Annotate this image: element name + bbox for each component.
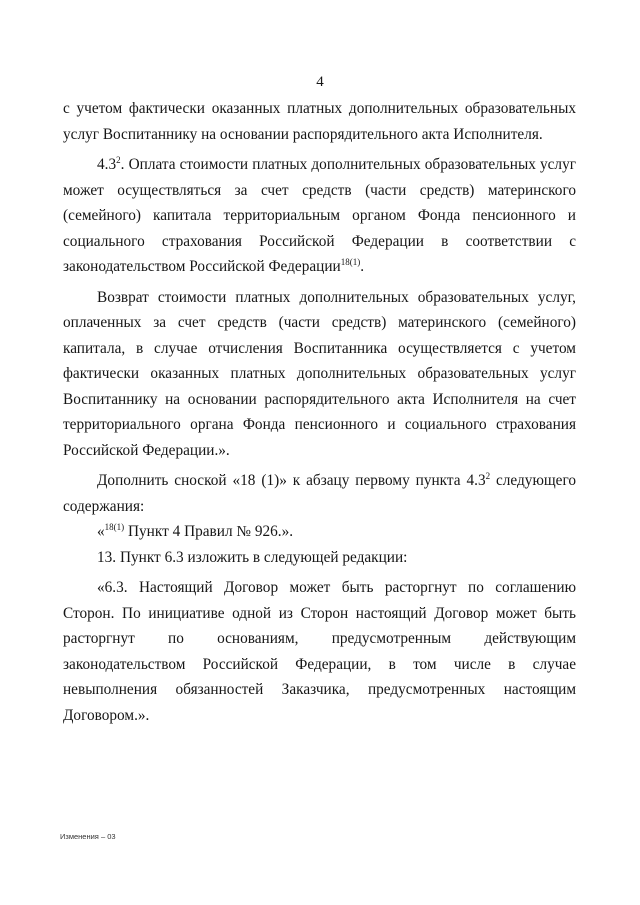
document-body (63, 96, 576, 728)
paragraph-6-3: «6.3. Настоящий Договор может быть расторгнут по соглашению Сторон. По инициативе одной из Сторон настоящий Договор может быть расторгнут по основаниям, предусмотренным действующим законодательством Российской Федерации, в том числе в случае невыполнения обязанностей Заказчика, предусмотренных настоящим Договором.». (63, 579, 576, 724)
footnote-content: Пункт 4 Правил № 926.». (124, 523, 294, 540)
paragraph-4-3-2 (63, 152, 576, 280)
clause-number-superscript: 2 (116, 155, 121, 165)
footnote-marker: 18(1) (104, 522, 125, 532)
clause-number: 4.3 (97, 156, 117, 173)
paragraph-refund: Возврат стоимости платных дополнительных образовательных услуг, оплаченных за счет средств (части средств) материнского (семейного) капитала, в случае отчисления Воспитанника осуществляется с учетом фактически оказанных платных дополнительных образовательных услуг Воспитаннику на основании распорядительного акта Исполнителя на счет территориального органа Фонда пенсионного и социального страхования Российской Федерации.». (63, 288, 576, 459)
paragraph-item-13: 13. Пункт 6.3 изложить в следующей редакции: (97, 548, 408, 566)
paragraph-continuation: с учетом фактически оказанных платных дополнительных образовательных услуг Воспитаннику на основании распорядительного акта Исполнителя. (63, 100, 576, 143)
paragraph-text: Дополнить сноской «18 (1)» к абзацу первому пункта 4.3 (97, 472, 486, 489)
paragraph-text: . Оплата стоимости платных дополнительных образовательных услуг может осуществляться за счет средств (части средств) материнского (семейного) капитала территориальным органом Фонда пенсионного и социального страхования Российской Федерации в соответствии с законодательством Российской Федерации (63, 156, 576, 275)
clause-number-superscript: 2 (485, 471, 491, 481)
footnote-text (63, 519, 576, 545)
paragraph-end: следующего содержания: (63, 472, 576, 515)
page-number: 4 (316, 74, 324, 90)
footnote-reference: 18(1) (340, 257, 361, 267)
quote-open: « (97, 523, 105, 540)
paragraph-end: . (360, 258, 365, 275)
footer-label: Изменения – 03 (60, 832, 116, 841)
paragraph-footnote-instruction (63, 468, 576, 519)
